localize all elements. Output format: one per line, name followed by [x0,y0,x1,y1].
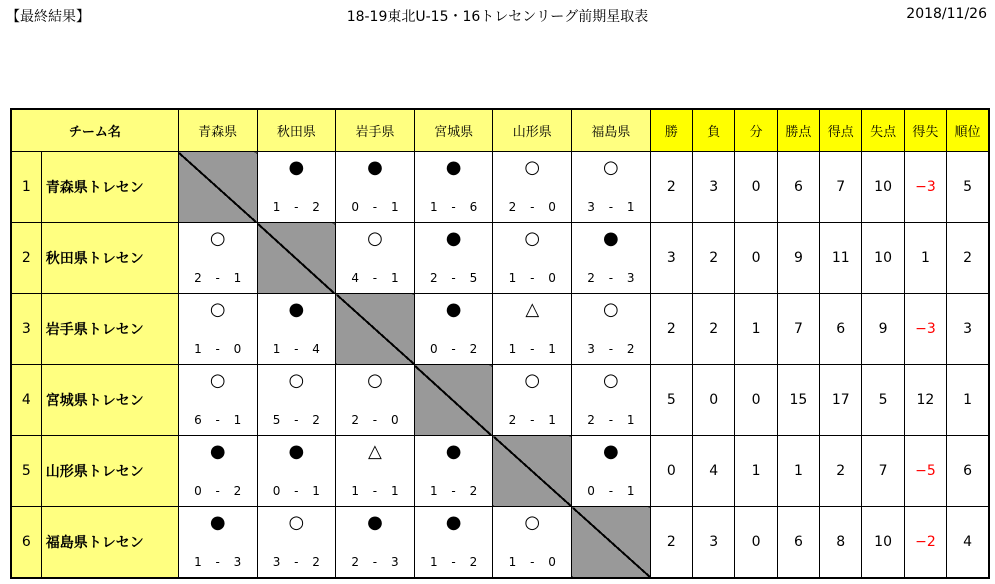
stat-cell: 15 [777,365,819,436]
page-title: 18-19東北U-15・16トレセンリーグ前期星取表 [346,9,649,25]
match-result-cell [178,507,257,578]
stat-cell: 2 [650,152,692,223]
stat-cell: 0 [650,436,692,507]
match-score: 5 - 2 [272,413,320,427]
self-match-cell [336,294,415,365]
match-result-cell [257,507,336,578]
match-score: 0 - 2 [429,342,478,356]
stat-cell: 12 [904,365,946,436]
stat-cell: 3 [693,152,735,223]
result-symbol: ● [288,441,305,462]
stat-header: 順位 [947,109,989,152]
result-symbol: ● [209,441,226,462]
result-symbol: ○ [603,157,619,178]
match-result-cell [336,152,415,223]
match-result-cell [572,294,651,365]
match-score: 3 - 2 [587,342,635,356]
match-score: 0 - 1 [587,484,635,498]
result-symbol: ● [445,441,462,462]
stat-cell: 11 [820,223,862,294]
stat-cell: 2 [693,294,735,365]
result-symbol: ● [288,157,305,178]
team-number: 5 [11,436,41,507]
result-symbol: ○ [288,512,305,533]
match-score: 1 - 2 [429,554,478,569]
match-result-cell [572,436,651,507]
result-symbol: ● [445,512,462,533]
result-symbol: ○ [524,370,541,391]
match-result-cell [336,507,415,578]
stat-cell: 9 [862,294,904,365]
self-match-cell [414,365,493,436]
header-row [11,109,989,152]
table-row [11,436,989,507]
match-score: 0 - 2 [194,484,242,498]
date-label: 2018/11/26 [906,6,987,22]
table-row [11,152,989,223]
match-score: 0 - 1 [272,484,320,498]
match-result-cell [336,365,415,436]
match-score: 1 - 2 [429,484,478,498]
match-result-cell [257,436,336,507]
match-score: 1 - 4 [272,342,320,356]
stat-cell: 1 [735,436,777,507]
result-symbol: ○ [367,228,383,249]
result-symbol: ○ [209,228,226,249]
stat-cell: 6 [947,436,989,507]
result-symbol: ● [603,441,619,462]
stat-cell: 3 [650,223,692,294]
match-result-cell [414,152,493,223]
team-number: 2 [11,223,41,294]
result-symbol: ● [288,299,305,320]
match-result-cell [178,436,257,507]
opponent-header: 青森県 [178,109,257,152]
stat-cell: 4 [693,436,735,507]
result-symbol: ○ [288,370,305,391]
match-result-cell [493,294,572,365]
table-body [11,152,989,578]
stat-cell: 5 [862,365,904,436]
match-score: 3 - 1 [587,200,635,214]
match-result-cell [336,223,415,294]
stat-cell: 9 [777,223,819,294]
table-row [11,507,989,578]
self-match-cell [257,223,336,294]
self-match-cell [572,507,651,578]
stat-cell: 0 [735,365,777,436]
stat-cell: 0 [735,507,777,578]
match-score: 2 - 0 [351,413,399,427]
stat-cell: 8 [820,507,862,578]
result-label: 【最終結果】 [6,9,90,25]
match-result-cell [414,223,493,294]
stat-header: 勝点 [777,109,819,152]
stat-header: 分 [735,109,777,152]
opponent-header: 秋田県 [257,109,336,152]
team-name: 山形県トレセン [41,436,178,507]
result-symbol: ○ [367,370,383,391]
match-score: 1 - 0 [508,554,556,569]
result-symbol: ○ [524,157,541,178]
match-result-cell [178,294,257,365]
match-score: 2 - 5 [429,271,478,285]
match-result-cell [257,152,336,223]
stat-cell: 1 [735,294,777,365]
result-symbol: ● [367,157,383,178]
team-number: 4 [11,365,41,436]
match-result-cell [493,507,572,578]
team-name-header: チーム名 [11,109,178,152]
table-row [11,365,989,436]
team-name: 宮城県トレセン [41,365,178,436]
team-name: 福島県トレセン [41,507,178,578]
match-result-cell [178,365,257,436]
match-result-cell [572,365,651,436]
match-result-cell [414,436,493,507]
stat-cell: 6 [820,294,862,365]
stat-header: 負 [693,109,735,152]
match-score: 1 - 1 [351,484,399,498]
team-number: 1 [11,152,41,223]
stat-cell: 3 [947,294,989,365]
stat-cell: 7 [777,294,819,365]
result-symbol: ● [367,512,383,533]
stat-cell: 7 [820,152,862,223]
match-score: 3 - 2 [272,554,320,569]
stat-cell: −2 [904,507,946,578]
result-symbol: ○ [209,299,226,320]
opponent-header: 福島県 [572,109,651,152]
stat-cell: 6 [777,507,819,578]
team-name: 岩手県トレセン [41,294,178,365]
match-result-cell [257,294,336,365]
result-symbol: △ [368,441,382,462]
match-result-cell [572,152,651,223]
match-score: 1 - 6 [429,200,478,214]
stat-cell: 6 [777,152,819,223]
match-result-cell [493,365,572,436]
result-symbol: ● [603,228,619,249]
stat-cell: 0 [735,223,777,294]
stat-cell: −3 [904,152,946,223]
stat-cell: 1 [904,223,946,294]
result-symbol: ● [445,157,462,178]
stat-cell: 2 [650,507,692,578]
match-score: 1 - 1 [508,342,556,356]
result-symbol: △ [525,299,540,320]
match-score: 2 - 3 [587,271,635,285]
stat-cell: 3 [693,507,735,578]
result-symbol: ● [209,512,226,533]
match-score: 2 - 1 [508,413,556,427]
match-score: 1 - 2 [272,200,320,214]
match-score: 4 - 1 [351,271,399,285]
stat-cell: 7 [862,436,904,507]
team-number: 3 [11,294,41,365]
stat-cell: 2 [693,223,735,294]
match-result-cell [257,365,336,436]
opponent-header: 岩手県 [336,109,415,152]
stat-header: 勝 [650,109,692,152]
stat-cell: 5 [947,152,989,223]
opponent-header: 宮城県 [414,109,493,152]
match-score: 2 - 1 [587,413,635,427]
result-symbol: ○ [524,228,541,249]
stat-cell: 5 [650,365,692,436]
stat-header: 得失 [904,109,946,152]
result-symbol: ● [445,228,462,249]
opponent-header: 山形県 [493,109,572,152]
stat-cell: −3 [904,294,946,365]
match-score: 2 - 3 [351,554,399,569]
team-number: 6 [11,507,41,578]
standings-table [10,108,990,579]
match-result-cell [493,223,572,294]
match-result-cell [414,507,493,578]
table-row [11,294,989,365]
team-name: 青森県トレセン [41,152,178,223]
stat-cell: 0 [693,365,735,436]
match-result-cell [178,223,257,294]
match-score: 2 - 1 [194,271,242,285]
stat-cell: 1 [777,436,819,507]
stat-cell: 10 [862,152,904,223]
match-result-cell [414,294,493,365]
match-score: 1 - 0 [194,342,242,356]
stat-cell: 10 [862,507,904,578]
match-score: 6 - 1 [194,413,242,427]
result-symbol: ○ [603,299,619,320]
stat-cell: 0 [735,152,777,223]
stat-cell: 4 [947,507,989,578]
stat-cell: 1 [947,365,989,436]
result-symbol: ○ [524,512,541,533]
match-score: 2 - 0 [508,200,556,214]
result-symbol: ● [445,299,462,320]
stat-cell: 2 [650,294,692,365]
stat-cell: −5 [904,436,946,507]
team-name: 秋田県トレセン [41,223,178,294]
match-score: 0 - 1 [351,200,399,214]
match-score: 1 - 0 [508,271,556,285]
result-symbol: ○ [209,370,226,391]
self-match-cell [178,152,257,223]
stat-cell: 17 [820,365,862,436]
table-row [11,223,989,294]
stat-header: 失点 [862,109,904,152]
match-score: 1 - 3 [194,554,242,569]
stat-header: 得点 [820,109,862,152]
stat-cell: 10 [862,223,904,294]
result-symbol: ○ [603,370,619,391]
self-match-cell [493,436,572,507]
match-result-cell [572,223,651,294]
match-result-cell [336,436,415,507]
stat-cell: 2 [947,223,989,294]
match-result-cell [493,152,572,223]
stat-cell: 2 [820,436,862,507]
